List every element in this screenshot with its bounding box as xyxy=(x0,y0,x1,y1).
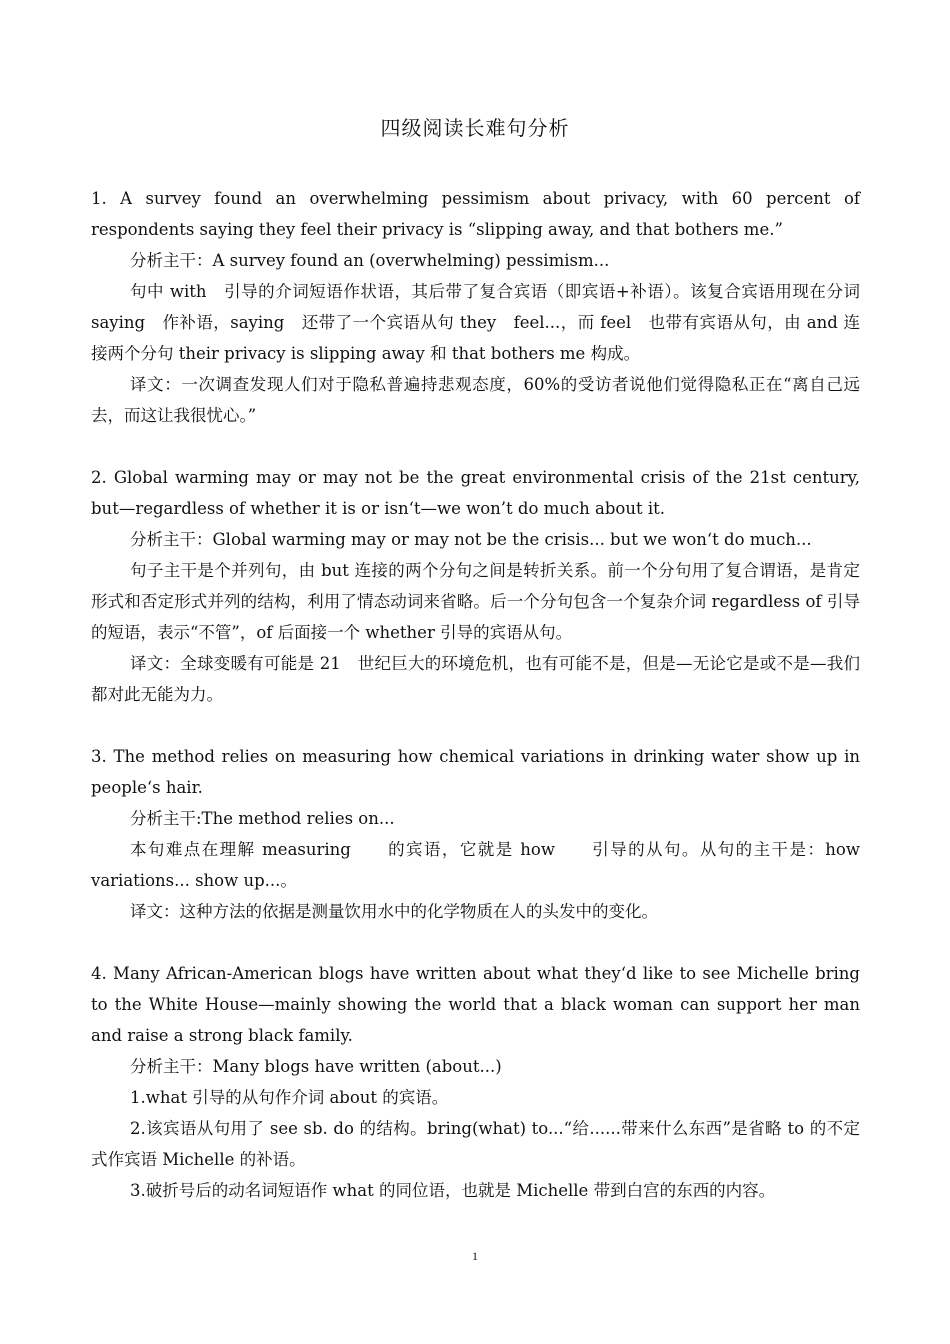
analysis-4-point-2: 2.该宾语从句用了 see sb. do 的结构。bring(what) to...“给......带来什么东西”是省略 to 的不定式作宾语 Michelle 的补语。 xyxy=(91,1119,860,1169)
sentence-3: 3. The method relies on measuring how chemical variations in drinking water show up in people‘s hair. xyxy=(91,747,860,797)
translation-1: 译文：一次调查发现人们对于隐私普遍持悲观态度，60%的受访者说他们觉得隐私正在“离自己远去，而这让我很忧心。” xyxy=(91,375,860,425)
translation-2: 译文：全球变暖有可能是 21 世纪巨大的环境危机，也有可能不是，但是—无论它是或不是—我们都对此无能为力。 xyxy=(91,654,860,704)
sentence-1: 1. A survey found an overwhelming pessimism about privacy, with 60 percent of respondents saying they feel their privacy is “slipping away, and that bothers me.” xyxy=(91,189,860,239)
analysis-2-detail: 句子主干是个并列句，由 but 连接的两个分句之间是转折关系。前一个分句用了复合谓语，是肯定形式和否定形式并列的结构，利用了情态动词来省略。后一个分句包含一个复杂介词 regardless of 引导的短语，表示“不管”，of 后面接一个 whether 引导的宾语从句。 xyxy=(91,561,860,642)
analysis-1-main: 分析主干：A survey found an (overwhelming) pessimism... xyxy=(130,251,610,270)
sentence-2: 2. Global warming may or may not be the great environmental crisis of the 21st century, but—regardless of whether it is or isn‘t—we won’t do much about it. xyxy=(91,468,860,518)
document-body xyxy=(91,183,860,1206)
analysis-4-main: 分析主干：Many blogs have written (about...) xyxy=(130,1057,502,1076)
analysis-2-main: 分析主干：Global warming may or may not be the crisis... but we won‘t do much... xyxy=(130,530,812,549)
analysis-4-point-3: 3.破折号后的动名词短语作 what 的同位语，也就是 Michelle 带到白宫的东西的内容。 xyxy=(130,1181,776,1200)
translation-3: 译文：这种方法的依据是测量饮用水中的化学物质在人的头发中的变化。 xyxy=(130,902,658,921)
analysis-4-point-1: 1.what 引导的从句作介词 about 的宾语。 xyxy=(130,1088,449,1107)
page-number: 1 xyxy=(472,1249,478,1263)
analysis-3-main: 分析主干:The method relies on... xyxy=(130,809,395,828)
sentence-4: 4. Many African-American blogs have written about what they‘d like to see Michelle bring to the White House—mainly showing the world that a black woman can support her man and raise a strong black family. xyxy=(91,964,860,1045)
page-title: 四级阅读长难句分析 xyxy=(380,116,570,140)
analysis-3-detail: 本句难点在理解 measuring 的宾语，它就是 how 引导的从句。从句的主干是：how variations... show up...。 xyxy=(91,840,860,890)
analysis-1-detail: 句中 with 引导的介词短语作状语，其后带了复合宾语（即宾语+补语）。该复合宾语用现在分词 saying 作补语，saying 还带了一个宾语从句 they feel...，而 feel 也带有宾语从句，由 and 连接两个分句 their privacy is slipping away 和 that bothers me 构成。 xyxy=(91,282,860,363)
